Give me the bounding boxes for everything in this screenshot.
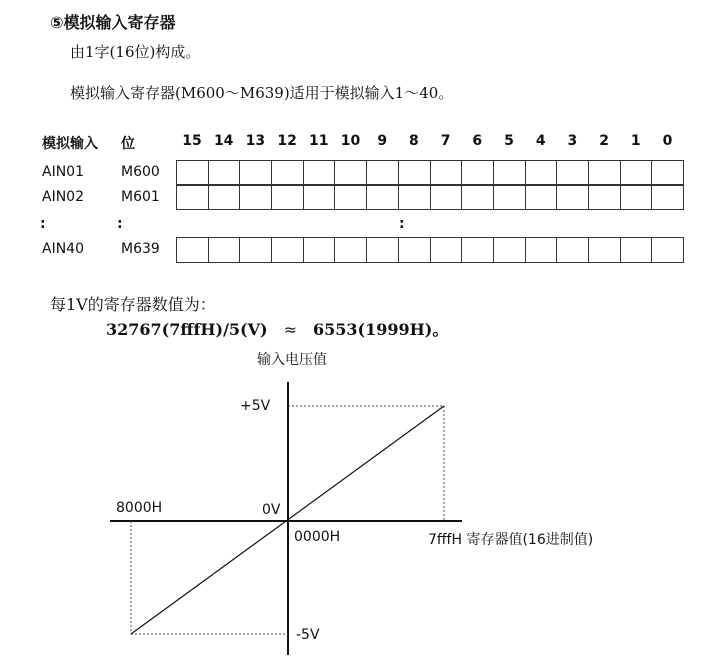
bit-header-3: 3	[567, 133, 578, 149]
bit-header-8: 8	[409, 133, 419, 149]
plus5v-label: +5V	[240, 398, 271, 414]
bit-header-7: 7	[440, 133, 451, 149]
row-name-ain02: AIN02	[42, 189, 84, 205]
minus5v-label: -5V	[296, 627, 320, 643]
section-heading: ⑤模拟输入寄存器	[50, 13, 176, 32]
bit-header-2: 2	[599, 133, 609, 149]
bit-header-15: 15	[182, 133, 202, 149]
zero-volt-label: 0V	[262, 502, 281, 518]
per-volt-label: 每1V的寄存器数值为：	[50, 295, 216, 314]
ellipsis-name: :	[40, 216, 46, 232]
intro-word-size: 由1字(16位)构成。	[70, 43, 201, 61]
intro-register-range: 模拟输入寄存器(M600～M639)适用于模拟输入1～40。	[70, 84, 454, 102]
zero-hex-label: 0000H	[294, 529, 341, 545]
ellipsis-reg: :	[117, 216, 123, 232]
row-reg-m601: M601	[121, 189, 160, 205]
row-reg-m600: M600	[121, 164, 160, 180]
bit-header-12: 12	[277, 133, 297, 149]
formula-left: 32767(7fffH)/5(V)	[106, 320, 268, 339]
bit-header-14: 14	[213, 133, 234, 149]
col-header-bit: 位	[121, 136, 135, 152]
row-name-ain01: AIN01	[42, 164, 84, 180]
bit-header-13: 13	[245, 133, 266, 149]
bit-header-0: 0	[662, 133, 673, 149]
bit-header-11: 11	[309, 133, 329, 149]
row-reg-m639: M639	[121, 241, 160, 257]
bit-header-1: 1	[630, 133, 641, 149]
formula-right: 6553(1999H)。	[313, 320, 449, 339]
col-header-analog-input: 模拟输入	[42, 136, 98, 152]
row-name-ain40: AIN40	[42, 241, 84, 257]
bit-header-6: 6	[472, 133, 483, 149]
8000h-label: 8000H	[116, 500, 163, 516]
y-axis-label: 输入电压值	[257, 352, 327, 368]
bit-header-4: 4	[535, 133, 546, 149]
approx-symbol: ≈	[283, 320, 298, 339]
bit-header-5: 5	[504, 133, 514, 149]
ellipsis-bits: :	[399, 216, 405, 232]
bit-header-9: 9	[377, 133, 388, 149]
x-axis-label: 7fffH 寄存器值(16进制值)	[428, 532, 594, 548]
bit-header-10: 10	[340, 133, 361, 149]
